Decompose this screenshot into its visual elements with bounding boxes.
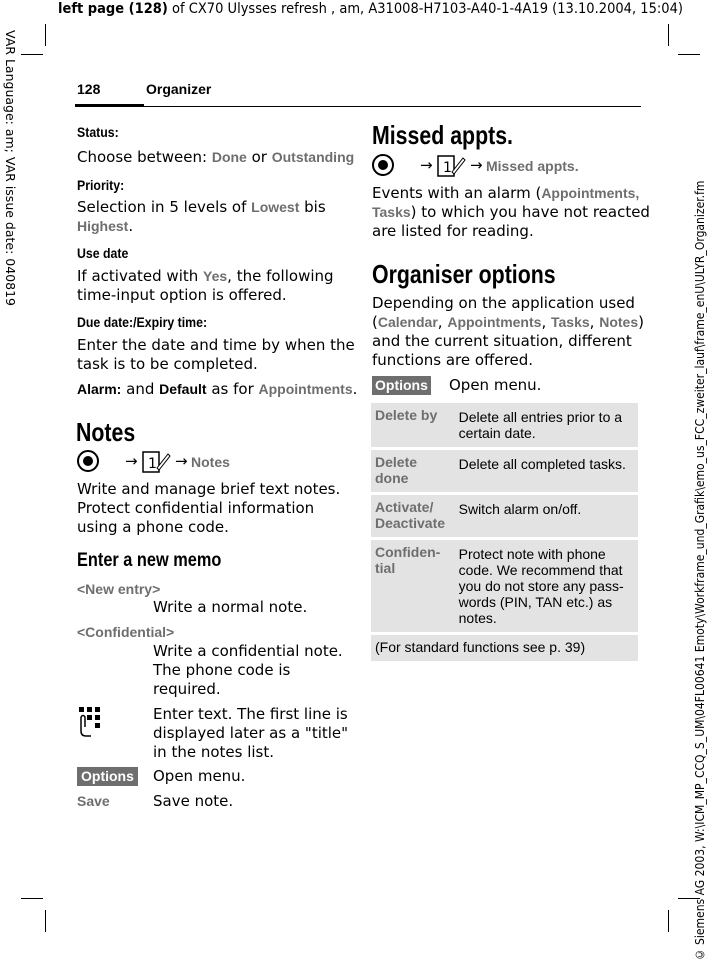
nav-key-icon <box>77 450 99 472</box>
header-doc-info: of CX70 Ulysses refresh , am, A31008-H7103-A40-1-4A19 (13.10.2004, 15:04) <box>167 1 683 17</box>
option-value: Switch alarm on/off. <box>455 495 638 537</box>
nav-key-icon <box>372 154 394 176</box>
svg-text:1: 1 <box>443 160 452 176</box>
options-softkey-right[interactable]: Options <box>372 375 431 395</box>
left-margin-note: VAR Language: am; VAR issue date: 040819 <box>3 30 18 306</box>
arrow-icon: → <box>470 156 483 174</box>
missed-menu-path <box>372 154 579 180</box>
confidential-option[interactable]: <Confidential> <box>77 624 175 640</box>
confidential-text: Write a confidential note. The phone code is required. <box>153 642 343 698</box>
crop-mark <box>45 24 46 46</box>
header-page-ref: left page (128) <box>58 1 168 17</box>
alarm-text: Alarm: and Default as for Appointments. <box>77 380 358 398</box>
organizer-menu-icon <box>141 450 171 474</box>
table-row[interactable] <box>371 540 638 632</box>
options-softkey-left[interactable]: Options <box>77 766 138 786</box>
missed-description: Events with an alarm (Appointments, Tasks) to which you have not reacted are listed for reading. <box>372 184 650 240</box>
option-value: Delete all completed tasks. <box>455 450 638 492</box>
arrow-icon: → <box>175 452 188 470</box>
crop-mark <box>21 898 43 899</box>
status-outstanding: Outstanding <box>271 149 355 165</box>
memo-title: Enter a new memo <box>77 550 222 571</box>
priority-text: Selection in 5 levels of Lowest bis Highest. <box>77 198 326 235</box>
table-row[interactable] <box>371 450 638 492</box>
option-value: Protect note with phone code. We recommend that you do not store any pass- words (PIN, TAN etc.) as notes. <box>455 540 638 632</box>
chapter-title: Organizer <box>146 81 212 97</box>
option-key: Activate/ Deactivate <box>371 495 455 537</box>
save-text: Save note. <box>153 792 234 810</box>
option-key: Confiden- tial <box>371 540 455 632</box>
crop-mark <box>21 54 43 55</box>
arrow-icon: → <box>125 452 138 470</box>
option-value: Delete all entries prior to a certain date. <box>455 403 638 447</box>
missed-path-item: Missed appts. <box>486 158 579 174</box>
missed-appts-title: Missed appts. <box>372 120 513 150</box>
new-entry-option[interactable]: <New entry> <box>77 581 161 597</box>
status-text: Choose between: Done or Outstanding <box>77 148 355 166</box>
priority-label: Priority: <box>77 177 125 193</box>
option-key: Delete done <box>371 450 455 492</box>
organiser-options-title: Organiser options <box>372 259 556 289</box>
usedate-label: Use date <box>77 245 129 261</box>
table-footer: (For standard functions see p. 39) <box>371 635 638 661</box>
table-row[interactable] <box>371 403 638 447</box>
organiser-options-table <box>371 400 638 664</box>
organizer-menu-icon <box>436 154 466 178</box>
notes-menu-path <box>77 450 230 476</box>
notes-path-item: Notes <box>191 454 230 470</box>
options-text-left: Open menu. <box>153 767 246 785</box>
notes-title: Notes <box>76 417 136 447</box>
crop-mark <box>668 24 669 46</box>
due-text: Enter the date and time by when the task is to be completed. <box>77 336 355 373</box>
crop-mark <box>668 910 669 932</box>
status-done: Done <box>211 149 247 165</box>
due-label: Due date:/Expiry time: <box>77 314 208 330</box>
arrow-icon: → <box>420 156 433 174</box>
table-row[interactable] <box>371 495 638 537</box>
organiser-options-description: Depending on the application used (Calendar, Appointments, Tasks, Notes) and the current situation, different functions are offered. <box>372 294 644 369</box>
enter-text-description: Enter text. The first line is displayed later as a "title" in the notes list. <box>153 705 349 761</box>
crop-mark <box>45 910 46 932</box>
keypad-icon <box>77 705 111 739</box>
page-number: 128 <box>77 81 101 97</box>
header-rule <box>75 106 641 107</box>
document-header-line <box>58 0 683 18</box>
table-footer-row <box>371 635 638 661</box>
options-text-right: Open menu. <box>449 376 542 394</box>
new-entry-text: Write a normal note. <box>153 598 308 616</box>
status-label: Status: <box>77 124 119 140</box>
right-margin-note: © Siemens AG 2003, W:\ICM_MP_CCQ_S_UM\04FL00641 Emoty\Workframe_und_Grafik\emo_us_FCC_zweiter_lauf\frame_enU\ULYR_Organizer.fm <box>693 180 707 961</box>
usedate-text: If activated with Yes, the following time-input option is offered. <box>77 267 334 304</box>
option-key: Delete by <box>371 403 455 447</box>
save-option[interactable]: Save <box>77 793 110 809</box>
svg-text:1: 1 <box>148 456 157 472</box>
notes-description: Write and manage brief text notes. Protect confidential information using a phone code. <box>77 480 341 536</box>
